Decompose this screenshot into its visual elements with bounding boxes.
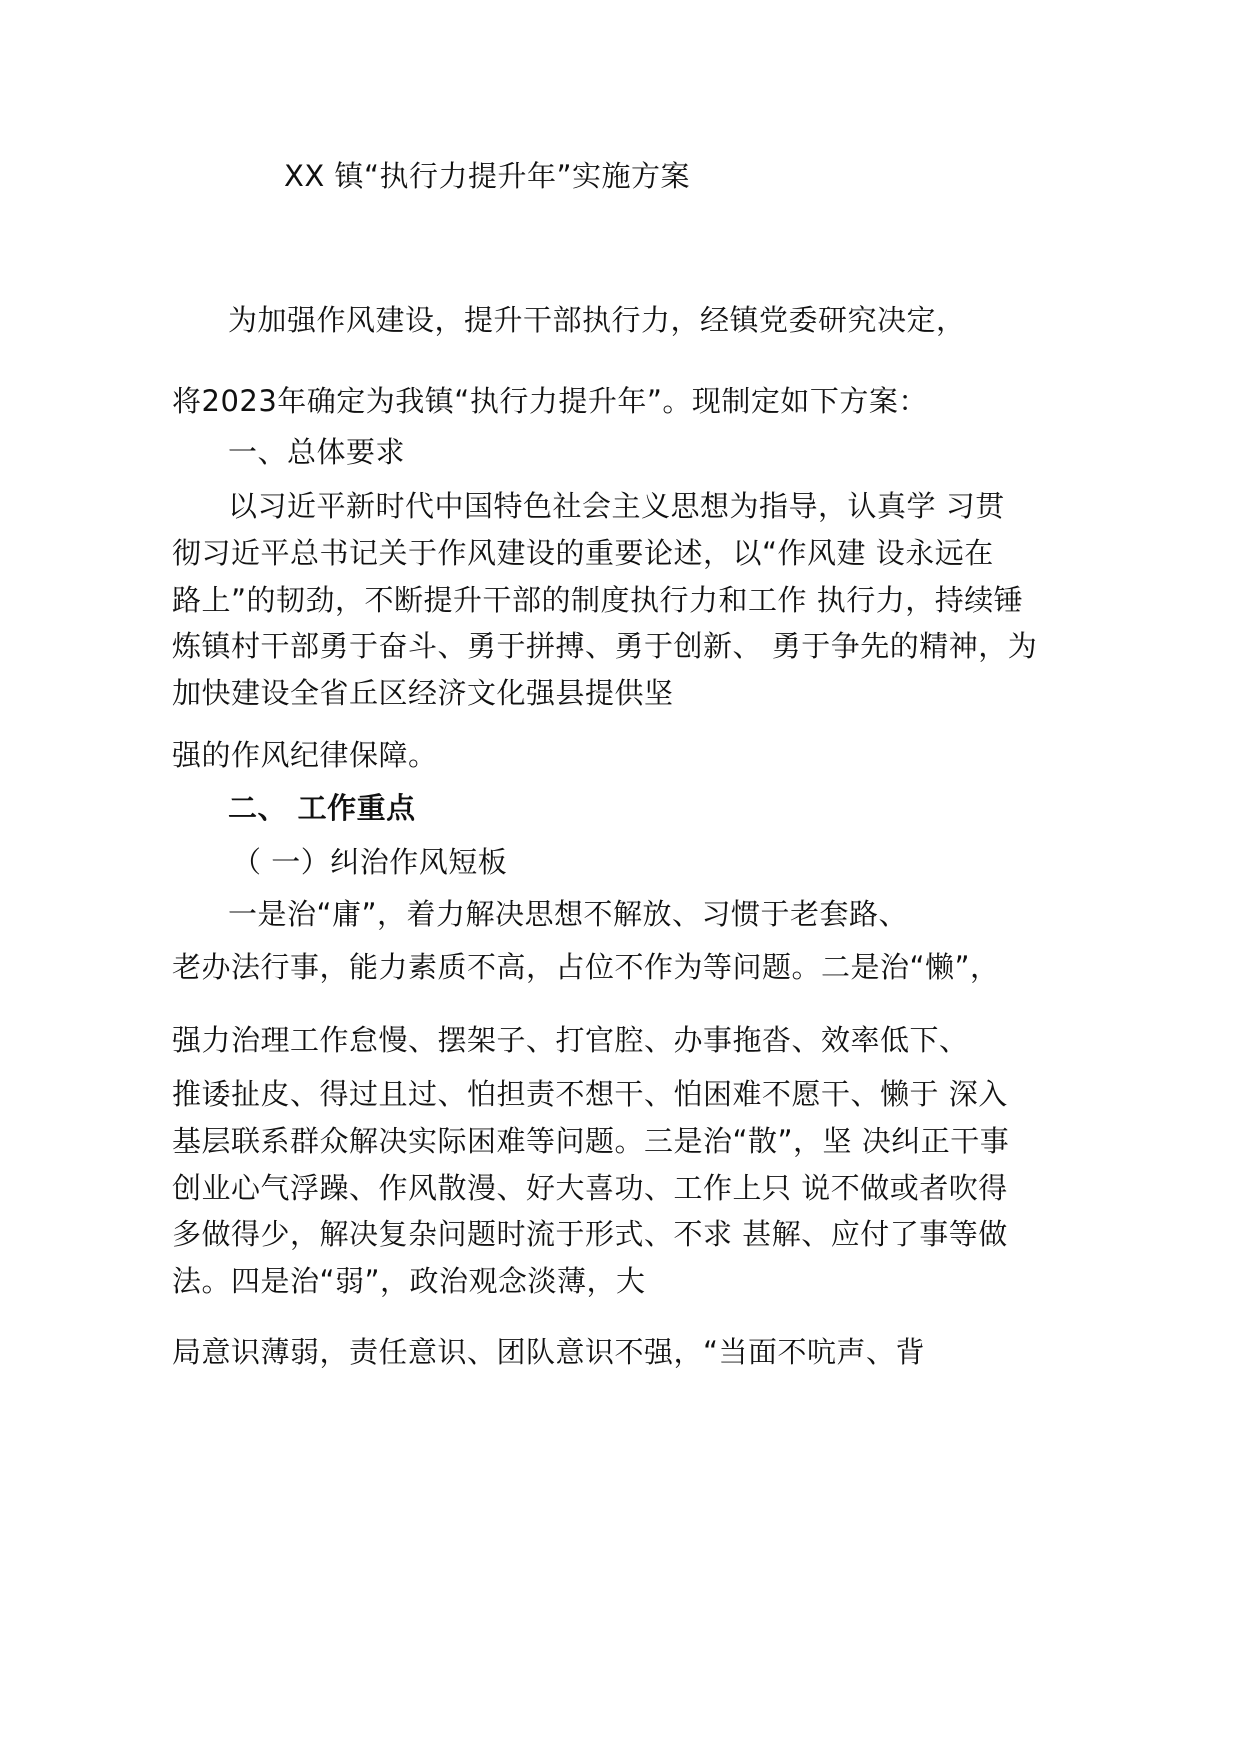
paragraph-line: 彻习近平总书记关于作风建设的重要论述，以“作风建 设永远在 (172, 536, 994, 570)
paragraph-line: 将2023年确定为我镇“执行力提升年”。现制定如下方案： (172, 384, 928, 418)
paragraph-line: 局意识薄弱，责任意识、团队意识不强，“当面不吭声、背 (172, 1335, 926, 1369)
paragraph-line: 推诿扯皮、得过且过、怕担责不想干、怕困难不愿干、懒于 深入 (172, 1077, 1008, 1111)
paragraph-line: 强的作风纪律保障。 (172, 738, 438, 772)
paragraph-line: 基层联系群众解决实际困难等问题。三是治“散”，坚 决纠正干事 (172, 1124, 1010, 1158)
paragraph-line: 为加强作风建设，提升干部执行力，经镇党委研究决定， (228, 303, 966, 337)
paragraph-line: 路上”的韧劲，不断提升干部的制度执行力和工作 执行力，持续锤 (172, 583, 1024, 617)
paragraph-line: 老办法行事，能力素质不高，占位不作为等问题。二是治“懒”， (172, 950, 1000, 984)
paragraph-line: 创业心气浮躁、作风散漫、好大喜功、工作上只 说不做或者吹得 (172, 1171, 1008, 1205)
paragraph-line: 一是治“庸”，着力解决思想不解放、习惯于老套路、 (228, 897, 909, 931)
section-heading: 一、总体要求 (228, 435, 406, 469)
paragraph-line: 以习近平新时代中国特色社会主义思想为指导，认真学 习贯 (228, 489, 1005, 523)
paragraph-line: 加快建设全省丘区经济文化强县提供坚 (172, 676, 674, 710)
subsection-heading: （ 一）纠治作风短板 (232, 845, 508, 879)
document-title: XX 镇“执行力提升年”实施方案 (284, 159, 690, 193)
paragraph-line: 炼镇村干部勇于奋斗、勇于拼搏、勇于创新、 勇于争先的精神，为 (172, 629, 1038, 663)
paragraph-line: 多做得少，解决复杂问题时流于形式、不求 甚解、应付了事等做 (172, 1217, 1008, 1251)
paragraph-line: 法。四是治“弱”，政治观念淡薄，大 (172, 1264, 646, 1298)
section-heading: 二、 工作重点 (228, 791, 416, 825)
paragraph-line: 强力治理工作怠慢、摆架子、打官腔、办事拖沓、效率低下、 (172, 1023, 969, 1057)
